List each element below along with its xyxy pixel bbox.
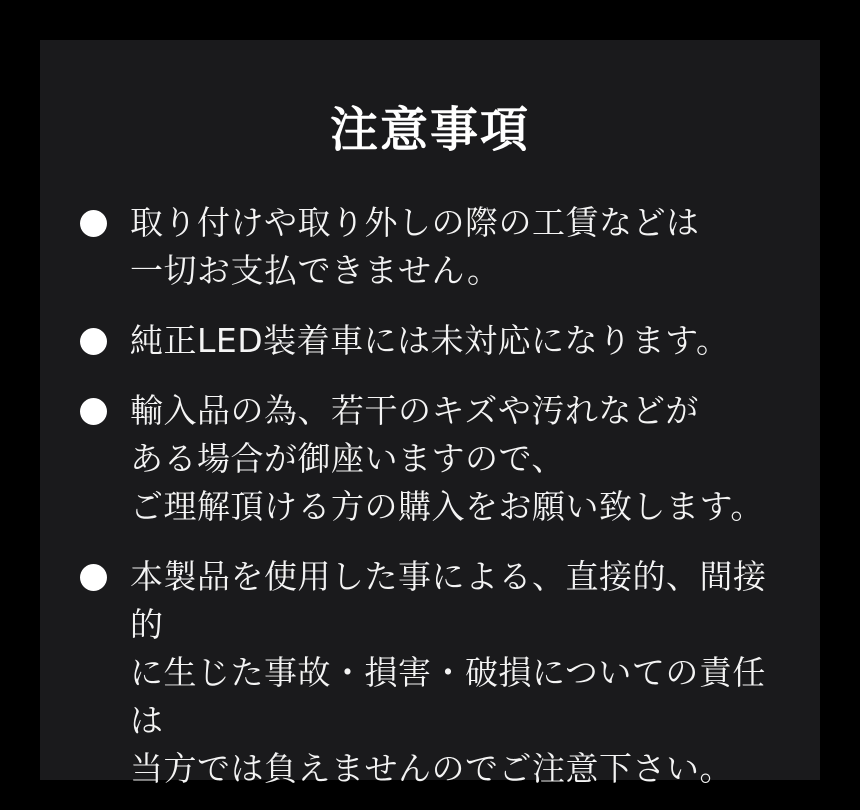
list-item-text [130,317,730,365]
list-item [80,199,790,295]
notice-list [40,199,820,793]
text-line: 輸入品の為、若干のキズや汚れなどが [130,390,699,430]
text-line: 純正LED装着車には未対応になります。 [130,320,730,360]
text-line: ご理解頂ける方の購入をお願い致します。 [130,486,764,526]
text-line: 本製品を使用した事による、直接的、間接的 [130,556,767,644]
list-item-text [130,553,790,793]
bullet-icon [80,564,107,591]
bullet-icon [80,210,107,237]
text-line: 当方では負えませんのでご注意下さい。 [130,748,733,788]
list-item-text [130,199,700,295]
text-line: に生じた事故・損害・破損についての責任は [130,652,766,740]
bullet-icon [80,398,107,425]
notice-panel [40,40,820,788]
list-item [80,317,790,365]
text-line: 取り付けや取り外しの際の工賃などは [130,202,700,242]
bullet-icon [80,328,107,355]
notice-title: 注意事項 [329,102,530,158]
list-item [80,387,790,531]
list-item-text [130,387,764,531]
text-line: 一切お支払できません。 [130,250,501,290]
list-item [80,553,790,793]
text-line: ある場合が御座いますので、 [130,438,565,478]
